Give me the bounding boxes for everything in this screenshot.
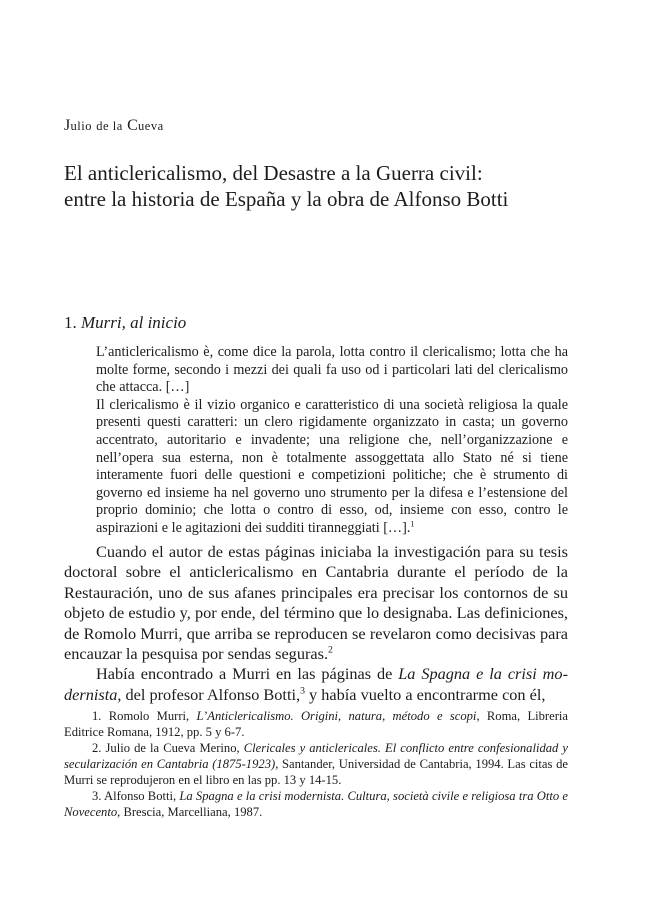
footnote-3: 3. Alfonso Botti, La Spagna e la crisi modernista. Cultura, società civile e religiosa tra Otto e Novecento, Brescia, Marcelliana, 1987. [64,789,568,819]
quote-paragraph-2: Il clericalismo è il vizio organico e caratteristico di una società religiosa la quale presenti questi caratteri: un clero rigidamente organizzato in casta; un governo accentrato, autoritario e invadente; una religione che, nell’organizzazione e nell’opera sua esterna, non è totalmente assoggettata allo Stato né si tiene interamente fuori delle questioni e competizioni politiche; che è strumento di governo ed insieme ha nel governo uno strumento per la difesa e l’estensione del proprio dominio; che lotta o contro di esso, od, insieme con esso, contro le aspirazioni e le agitazioni dei sudditi tiranneggiati […].$^1$ [96,396,568,536]
footnote-2: 2. Julio de la Cueva Merino, Clericales y anticlericales. El conflicto entre confesionalidad y secularización en Cantabria (1875-1923), Santander, Universidad de Cantabria, 1994. Las citas de Murri se reprodujeron en el libro en las pp. 13 y 14-15. [64,741,569,787]
body-paragraph-2: Había encontrado a Murri en las páginas de La Spagna e la crisi modernista, del profesor Alfonso Botti,$^3$ y había vuelto a encontrarme con él, [64,664,568,704]
body-text [64,542,568,705]
footnote-1: 1. Romolo Murri, L’Anticlericalismo. Origini, natura, método e scopi, Roma, Libreria Editrice Romana, 1912, pp. 5 y 6-7. [64,709,568,739]
footnotes [64,708,568,820]
footnote-ref-2: 2 [328,644,333,656]
footnote-ref-3: 3 [300,685,305,697]
footnote-ref-1: 1 [410,518,415,529]
chapter-title-line-2: entre la historia de España y la obra de Alfonso Botti [64,187,509,211]
author-first-name-rest: ulio [70,119,92,133]
body-paragraph-1: Cuando el autor de estas páginas iniciaba la investigación para su tesis doctoral sobre el anticlericalismo en Cantabria durante el período de la Restauración, uno de sus afanes principales era precisar los contornos de su objeto de estudio y, por ende, del término que lo designaba. Las definiciones, de Romolo Murri, que arriba se reproducen se revelaron como decisivas para encauzar la pesquisa por sendas seguras.$^2$ [64,542,568,664]
epigraph-quote [96,344,568,538]
chapter-title-line-1: El anticlericalismo, del Desastre a la Guerra civil: [64,161,483,185]
author-particle: de la [96,119,123,133]
quote-paragraph-1: L’anticlericalismo è, come dice la parola, lotta contro il clericalismo; lotta che ha molte forme, secondo i mezzi dei quali fa uso od i particolari lati del clericalismo che attacca. […] [96,344,568,396]
author-initial-first: J [64,117,71,134]
chapter-title [64,160,604,212]
section-heading [64,313,186,333]
book-title-reference: La Spagna e la crisi modernista [64,664,568,704]
author-initial-last: C [127,117,139,134]
author-last-name-rest: ueva [138,119,164,133]
section-number: 1. [64,313,81,332]
chapter-author [64,117,164,135]
section-title: Murri, al inicio [81,313,187,332]
